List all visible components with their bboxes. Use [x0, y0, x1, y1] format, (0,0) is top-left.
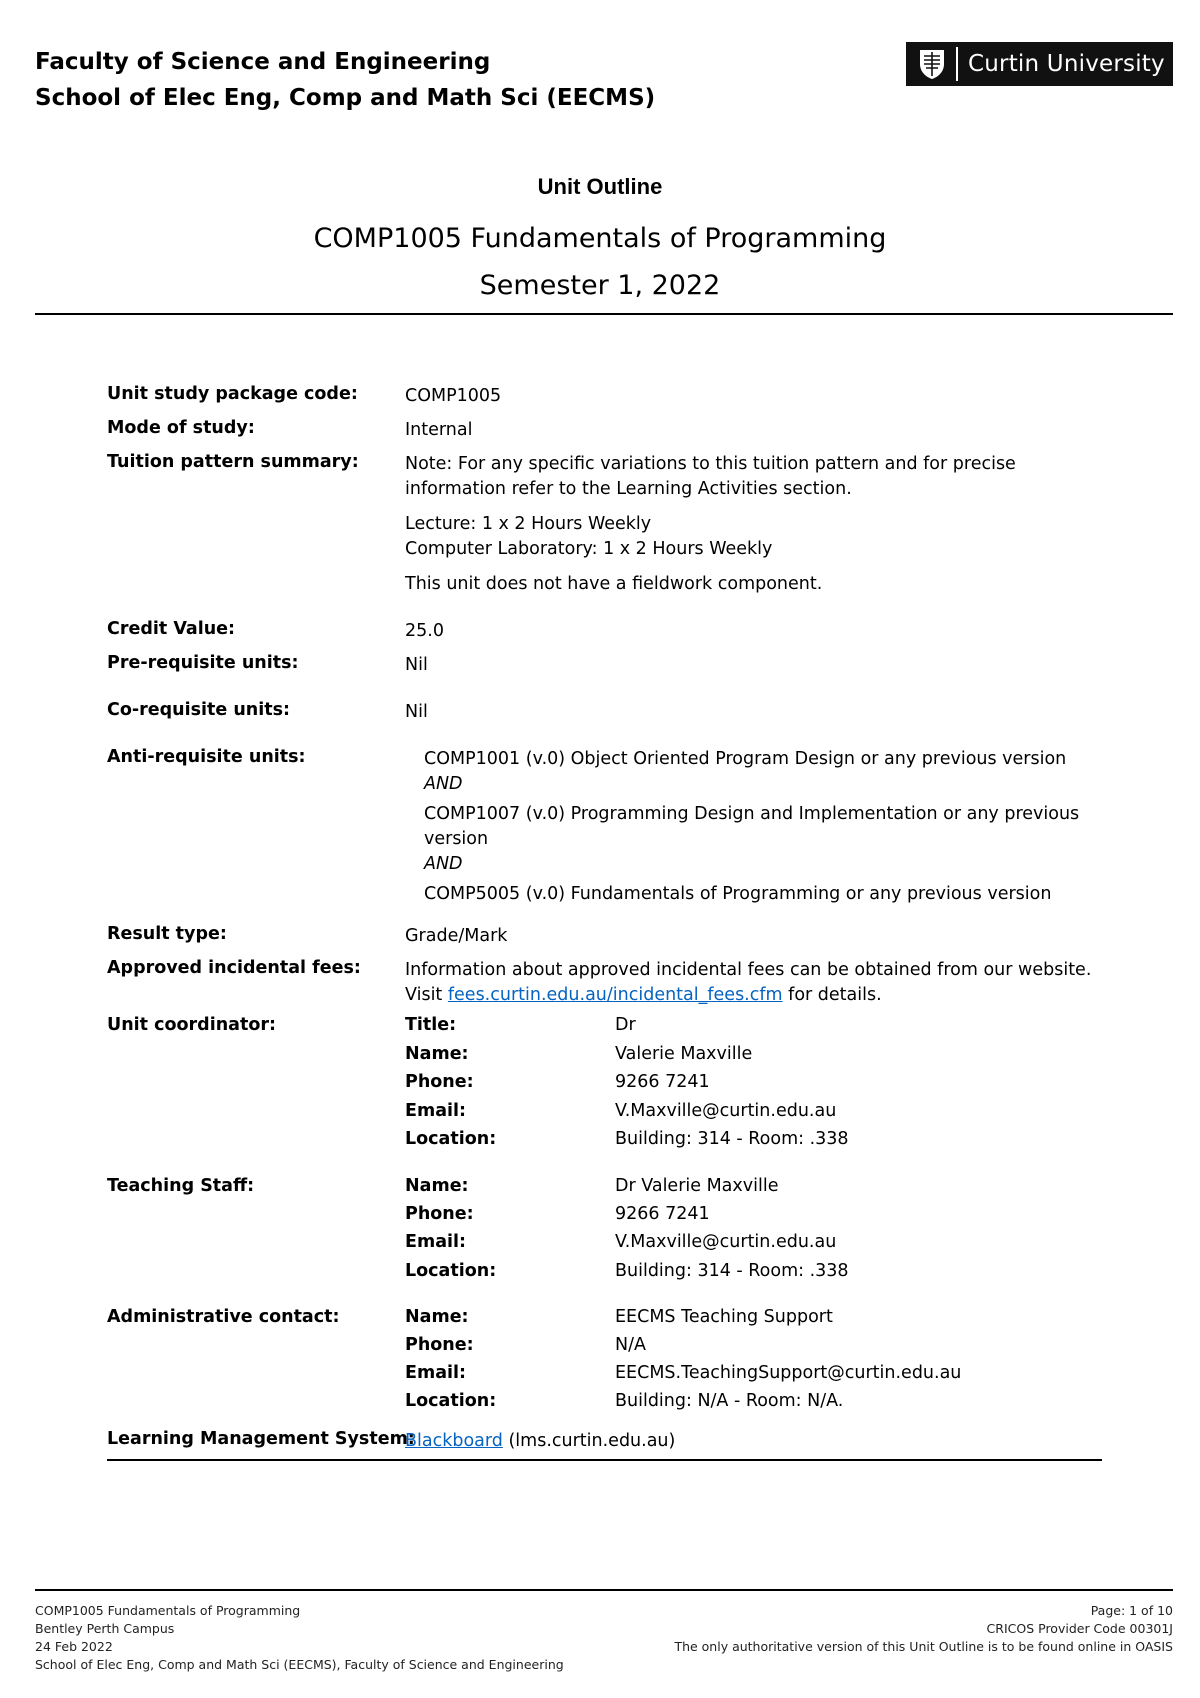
- field-label: Administrative contact:: [107, 1307, 340, 1327]
- teaching-phone: 9266 7241: [615, 1204, 710, 1224]
- sub-label: Location:: [405, 1129, 497, 1149]
- field-label: Learning Management System:: [107, 1429, 415, 1449]
- fees-text: Information about approved incidental fees can be obtained from our website.: [405, 960, 1092, 980]
- antireq-connector: AND: [424, 854, 463, 874]
- antireq-connector: AND: [424, 774, 463, 794]
- admin-location: Building: N/A - Room: N/A.: [615, 1391, 844, 1411]
- sub-label: Email:: [405, 1232, 466, 1252]
- field-label: Co-requisite units:: [107, 700, 291, 720]
- field-label: Result type:: [107, 924, 227, 944]
- admin-email: EECMS.TeachingSupport@curtin.edu.au: [615, 1363, 962, 1383]
- field-label: Unit study package code:: [107, 384, 358, 404]
- tuition-fieldwork: This unit does not have a fieldwork component.: [405, 574, 823, 594]
- field-label: Tuition pattern summary:: [107, 452, 359, 472]
- teaching-name: Dr Valerie Maxville: [615, 1176, 779, 1196]
- coordinator-title: Dr: [615, 1015, 636, 1035]
- field-value: Grade/Mark: [405, 926, 508, 946]
- sub-label: Location:: [405, 1391, 497, 1411]
- doc-heading: Unit Outline: [537, 174, 663, 199]
- sub-label: Phone:: [405, 1072, 474, 1092]
- footer-left: [35, 1602, 564, 1674]
- tuition-lecture: Lecture: 1 x 2 Hours Weekly: [405, 514, 652, 534]
- sub-label: Phone:: [405, 1335, 474, 1355]
- tuition-value: [405, 452, 1105, 597]
- faculty-name: Faculty of Science and Engineering: [35, 49, 491, 75]
- fees-visit-line: [405, 983, 1105, 1008]
- logo-text: Curtin University: [968, 51, 1165, 77]
- footer-right: [674, 1602, 1173, 1656]
- sub-label: Name:: [405, 1176, 469, 1196]
- field-label: Teaching Staff:: [107, 1176, 255, 1196]
- sub-label: Phone:: [405, 1204, 474, 1224]
- coordinator-name: Valerie Maxville: [615, 1044, 753, 1064]
- antireq-item: COMP5005 (v.0) Fundamentals of Programming or any previous version: [424, 884, 1052, 904]
- teaching-email: V.Maxville@curtin.edu.au: [615, 1232, 837, 1252]
- school-name: School of Elec Eng, Comp and Math Sci (EECMS): [35, 85, 656, 111]
- details-divider: [107, 1459, 1102, 1461]
- unit-title: COMP1005 Fundamentals of Programming: [313, 223, 887, 254]
- fees-after: for details.: [788, 985, 882, 1005]
- tuition-note: Note: For any specific variations to this tuition pattern and for precise information refer to the Learning Activities section.: [405, 454, 1016, 499]
- page-number: Page: 1 of 10: [1090, 1603, 1173, 1618]
- sub-label: Email:: [405, 1363, 466, 1383]
- footer-school: School of Elec Eng, Comp and Math Sci (EECMS), Faculty of Science and Engineering: [35, 1657, 564, 1672]
- sub-label: Name:: [405, 1307, 469, 1327]
- sub-label: Email:: [405, 1101, 466, 1121]
- antireq-list: [424, 747, 1104, 907]
- lms-url: (lms.curtin.edu.au): [508, 1431, 676, 1451]
- coordinator-phone: 9266 7241: [615, 1072, 710, 1092]
- title-divider: [35, 313, 1173, 315]
- antireq-item: COMP1001 (v.0) Object Oriented Program Design or any previous version: [424, 749, 1067, 769]
- authoritative-note: The only authoritative version of this Unit Outline is to be found online in OASIS: [674, 1639, 1173, 1654]
- fees-visit: Visit: [405, 985, 443, 1005]
- semester-title: Semester 1, 2022: [479, 270, 721, 301]
- field-value: Internal: [405, 420, 473, 440]
- footer-date: 24 Feb 2022: [35, 1639, 113, 1654]
- field-label: Approved incidental fees:: [107, 958, 361, 978]
- crest-icon: [918, 48, 946, 80]
- fees-value: [405, 958, 1105, 1008]
- field-label: Anti-requisite units:: [107, 747, 306, 767]
- field-value: Nil: [405, 655, 428, 675]
- footer-divider: [35, 1589, 1173, 1591]
- admin-phone: N/A: [615, 1335, 646, 1355]
- field-label: Unit coordinator:: [107, 1015, 276, 1035]
- field-label: Credit Value:: [107, 619, 236, 639]
- coordinator-email: V.Maxville@curtin.edu.au: [615, 1101, 837, 1121]
- coordinator-location: Building: 314 - Room: .338: [615, 1129, 849, 1149]
- sub-label: Location:: [405, 1261, 497, 1281]
- tuition-lab: Computer Laboratory: 1 x 2 Hours Weekly: [405, 539, 773, 559]
- blackboard-link[interactable]: Blackboard: [405, 1431, 503, 1451]
- teaching-location: Building: 314 - Room: .338: [615, 1261, 849, 1281]
- footer-campus: Bentley Perth Campus: [35, 1621, 175, 1636]
- fees-link[interactable]: fees.curtin.edu.au/incidental_fees.cfm: [447, 985, 783, 1005]
- field-value: COMP1005: [405, 386, 502, 406]
- field-value: Nil: [405, 702, 428, 722]
- sub-label: Name:: [405, 1044, 469, 1064]
- field-label: Mode of study:: [107, 418, 255, 438]
- admin-name: EECMS Teaching Support: [615, 1307, 833, 1327]
- field-value: 25.0: [405, 621, 444, 641]
- faculty-header: [35, 44, 655, 116]
- logo-divider: [956, 47, 958, 81]
- field-label: Pre-requisite units:: [107, 653, 299, 673]
- sub-label: Title:: [405, 1015, 457, 1035]
- antireq-item: COMP1007 (v.0) Programming Design and Implementation or any previous version: [424, 804, 1080, 849]
- cricos-code: CRICOS Provider Code 00301J: [986, 1621, 1173, 1636]
- lms-value: [405, 1429, 1105, 1454]
- curtin-logo: [906, 42, 1173, 86]
- footer-unit: COMP1005 Fundamentals of Programming: [35, 1603, 301, 1618]
